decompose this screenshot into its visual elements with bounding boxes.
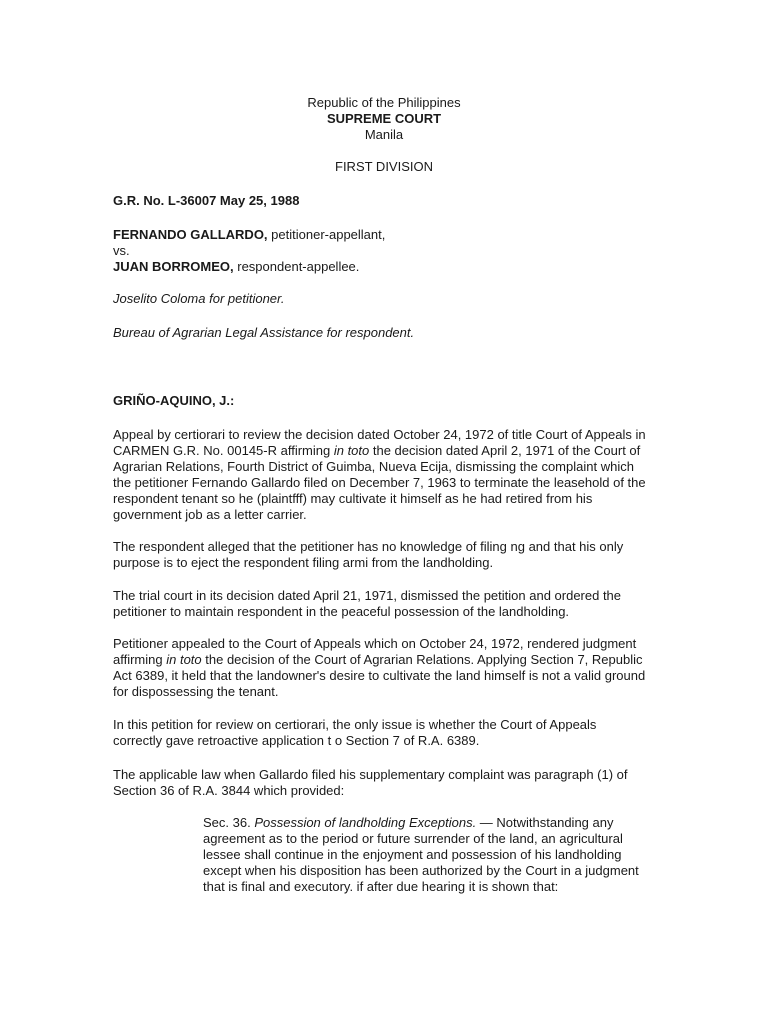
respondent-role: respondent-appellee. — [237, 259, 360, 274]
paragraph-4: Petitioner appealed to the Court of Appeals which on October 24, 1972, rendered judgment affirming in toto the decision of the Court of Agrarian Relations. Applying Section 7, Republic Act 6389, it held that the landowner's desire to cultivate the land himself is not a valid ground for dispossessing the tenant. — [113, 636, 646, 699]
counsel-respondent: Bureau of Agrarian Legal Assistance for respondent. — [113, 325, 415, 340]
petitioner-line — [113, 227, 385, 243]
respondent-name: JUAN BORROMEO, — [113, 259, 234, 274]
versus-line: vs. — [113, 243, 130, 258]
court-name: SUPREME COURT — [326, 111, 442, 126]
respondent-line — [113, 259, 359, 275]
court-city: Manila — [364, 127, 404, 142]
paragraph-3: The trial court in its decision dated April 21, 1971, dismissed the petition and ordered the petitioner to maintain respondent in the peaceful possession of the landholding. — [113, 588, 622, 619]
section-number: Sec. 36. — [203, 815, 255, 830]
paragraph-2: The respondent alleged that the petitioner has no knowledge of filing ng and that his only purpose is to eject the respondent filing armi from the landholding. — [113, 539, 624, 570]
paragraph-1: Appeal by certiorari to review the decision dated October 24, 1972 of title Court of Appeals in CARMEN G.R. No. 00145-R affirming in toto the decision dated April 2, 1971 of the Court of Agrarian Relations, Fourth District of Guimba, Nueva Ecija, dismissing the complaint which the petitioner Fernando Gallardo filed on December 7, 1963 to terminate the leasehold of the respondent tenant so he (plaintfff) may cultivate it himself as he had retired from his government job as a letter carrier. — [113, 427, 646, 522]
republic-line: Republic of the Philippines — [307, 95, 461, 110]
paragraph-6: The applicable law when Gallardo filed his supplementary complaint was paragraph (1) of Section 36 of R.A. 3844 which provided: — [113, 767, 628, 798]
petitioner-name: FERNANDO GALLARDO, — [113, 227, 268, 242]
quoted-statute: Sec. 36. Possession of landholding Exceptions. — Notwithstanding any agreement as to the period or future surrender of the land, an agricultural lessee shall continue in the enjoyment and possession of his landholding except when his disposition has been authorized by the Court in a judgment that is final and executory. if after due hearing it is shown that: — [203, 815, 639, 894]
case-number-date: G.R. No. L-36007 May 25, 1988 — [113, 193, 300, 208]
paragraph-5: In this petition for review on certiorari, the only issue is whether the Court of Appeals correctly gave retroactive application t o Section 7 of R.A. 6389. — [113, 717, 597, 748]
ponente: GRIÑO-AQUINO, J.: — [113, 393, 235, 408]
division-name: FIRST DIVISION — [335, 159, 433, 174]
petitioner-role: petitioner-appellant, — [271, 227, 386, 242]
section-heading: Possession of landholding Exceptions. — [254, 815, 477, 830]
counsel-petitioner: Joselito Coloma for petitioner. — [113, 291, 285, 306]
